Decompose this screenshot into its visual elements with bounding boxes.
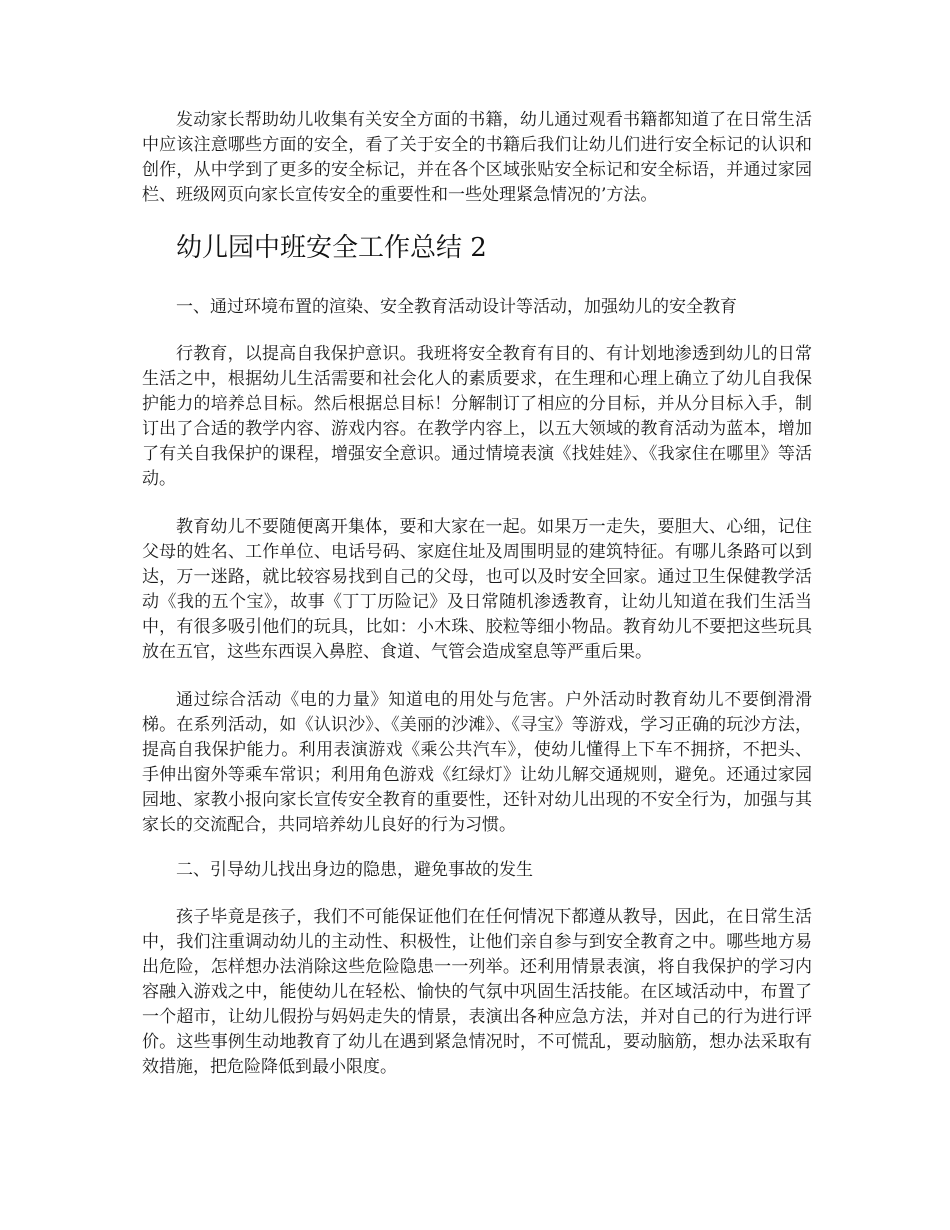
document-page <box>142 108 812 1103</box>
body-paragraph: 通过综合活动《电的力量》知道电的用处与危害。户外活动时教育幼儿不要倒滑滑梯。在系列活动，如《认识沙》、《美丽的沙滩》、《寻宝》等游戏，学习正确的玩沙方法，提高自我保护能力。利用表演游戏《乘公共汽车》，使幼儿懂得上下车不拥挤，不把头、手伸出窗外等乘车常识；利用角色游戏《红绿灯》让幼儿解交通规则，避免。还通过家园园地、家教小报向家长宣传安全教育的重要性，还针对幼儿出现的不安全行为，加强与其家长的交流配合，共同培养幼儿良好的行为习惯。 <box>142 690 812 835</box>
body-paragraph: 教育幼儿不要随便离开集体，要和大家在一起。如果万一走失，要胆大、心细，记住父母的姓名、工作单位、电话号码、家庭住址及周围明显的建筑特征。有哪儿条路可以到达，万一迷路，就比较容易找到自己的父母，也可以及时安全回家。通过卫生保健教学活动《我的五个宝》，故事《丁丁历险记》及日常随机渗透教育，让幼儿知道在我们生活当中，有很多吸引他们的玩具，比如：小木珠、胶粒等细小物品。教育幼儿不要把这些玩具放在五官，这些东西误入鼻腔、食道、气管会造成窒息等严重后果。 <box>142 517 812 662</box>
section-heading-1: 一、通过环境布置的渲染、安全教育活动设计等活动，加强幼儿的安全教育 <box>176 297 737 317</box>
section-heading-2: 二、引导幼儿找出身边的隐患，避免事故的发生 <box>176 860 533 880</box>
body-paragraph: 孩子毕竟是孩子，我们不可能保证他们在任何情况下都遵从教导，因此，在日常生活中，我们注重调动幼儿的主动性、积极性，让他们亲自参与到安全教育之中。哪些地方易出危险，怎样想办法消除这些危险隐患一一列举。还利用情景表演，将自我保护的学习内容融入游戏之中，能使幼儿在轻松、愉快的气氛中巩固生活技能。在区域活动中，布置了一个超市，让幼儿假扮与妈妈走失的情景，表演出各种应急方法，并对自己的行为进行评价。这些事例生动地教育了幼儿在遇到紧急情况时，不可慌乱，要动脑筋，想办法采取有效措施，把危险降低到最小限度。 <box>142 907 812 1077</box>
document-title: 幼儿园中班安全工作总结 2 <box>176 233 487 263</box>
body-paragraph: 行教育，以提高自我保护意识。我班将安全教育有目的、有计划地渗透到幼儿的日常生活之中，根据幼儿生活需要和社会化人的素质要求，在生理和心理上确立了幼儿自我保护能力的培养总目标。然后根据总目标！分解制订了相应的分目标，并从分目标入手，制订出了合适的教学内容、游戏内容。在教学内容上，以五大领域的教育活动为蓝本，增加了有关自我保护的课程，增强安全意识。通过情境表演《找娃娃》、《我家住在哪里》等活动。 <box>142 344 812 489</box>
body-paragraph: 发动家长帮助幼儿收集有关安全方面的书籍，幼儿通过观看书籍都知道了在日常生活中应该注意哪些方面的安全，看了关于安全的书籍后我们让幼儿们进行安全标记的认识和创作，从中学到了更多的安全标记，并在各个区域张贴安全标记和安全标语，并通过家园栏、班级网页向家长宣传安全的重要性和一些处理紧急情况的’方法。 <box>142 110 812 205</box>
